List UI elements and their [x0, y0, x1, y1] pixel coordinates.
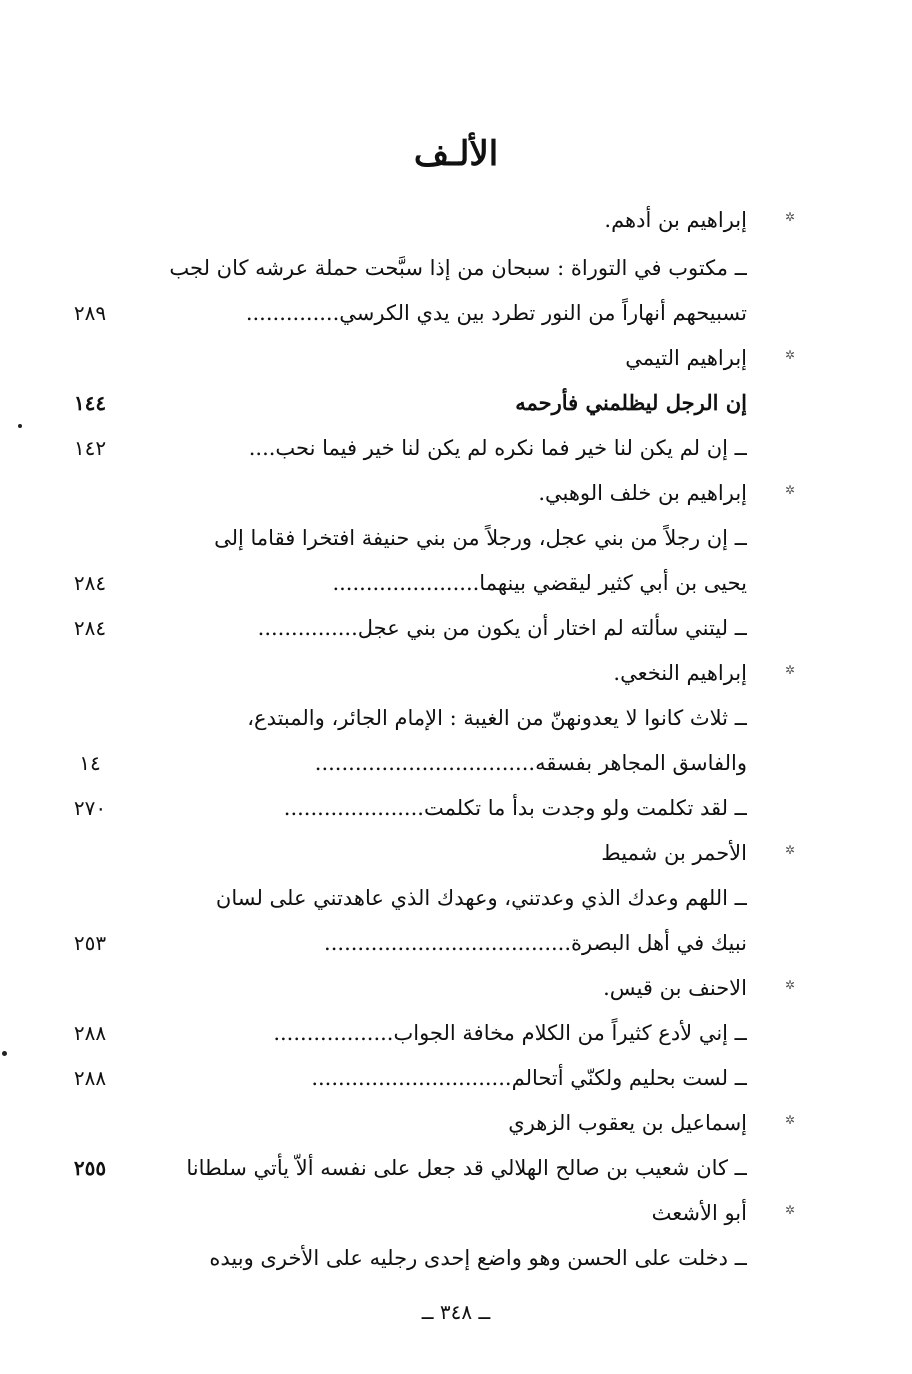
page-reference: ٢٥٥: [73, 1156, 107, 1180]
quote-text: ــ ليتني سألته لم اختار أن يكون من بني عجل...............: [257, 616, 747, 640]
quote-line: [0, 786, 912, 830]
quote-line: [0, 516, 912, 560]
quote-line: [0, 291, 912, 335]
narrator-entry: [0, 471, 912, 515]
asterisk-icon: ✲: [784, 483, 796, 497]
narrator-entry: [0, 831, 912, 875]
quote-line: [0, 1146, 912, 1190]
asterisk-icon: ✲: [784, 843, 796, 857]
page-number-footer: ــ ٣٤٨ ــ: [421, 1300, 491, 1324]
quote-line: [0, 426, 912, 470]
quote-text: ــ ثلاث كانوا لا يعدونهنّ من الغيبة : الإمام الجائر، والمبتدع،: [247, 706, 747, 730]
scan-speck: [18, 424, 22, 428]
quote-text: ــ لقد تكلمت ولو وجدت بدأ ما تكلمت.....................: [283, 796, 747, 820]
quote-line: [0, 876, 912, 920]
narrator-entry: [0, 336, 912, 380]
quote-text: يحيى بن أبي كثير ليقضي بينهما......................: [332, 571, 747, 595]
scan-speck: [2, 1051, 7, 1056]
quote-text: نبيك في أهل البصرة.....................................: [324, 931, 747, 955]
page-reference: ١٤: [79, 751, 101, 775]
quote-line: [0, 696, 912, 740]
page-title: الألـف: [413, 134, 499, 174]
quote-text: تسبيحهم أنهاراً من النور تطرد بين يدي الكرسي..............: [245, 301, 747, 325]
quote-text: ــ كان شعيب بن صالح الهلالي قد جعل على نفسه ألاّ يأتي سلطانا: [186, 1156, 747, 1180]
page-reference: ٢٨٤: [73, 616, 107, 640]
page-reference: ٢٧٠: [73, 796, 107, 820]
quote-text: ــ إن رجلاً من بني عجل، ورجلاً من بني حنيفة افتخرا فقاما إلى: [214, 526, 747, 550]
narrator-entry: [0, 966, 912, 1010]
quote-line: [0, 1011, 912, 1055]
quote-line: [0, 246, 912, 290]
page-reference: ١٤٤: [73, 391, 107, 415]
asterisk-icon: ✲: [784, 663, 796, 677]
narrator-name: إبراهيم النخعي.: [613, 661, 747, 685]
narrator-entry: [0, 198, 912, 242]
asterisk-icon: ✲: [784, 978, 796, 992]
quote-text: ــ إني لأدع كثيراً من الكلام مخافة الجواب..................: [273, 1021, 747, 1045]
page-reference: ٢٨٩: [73, 301, 107, 325]
page-reference: ٢٥٣: [73, 931, 107, 955]
asterisk-icon: ✲: [784, 1203, 796, 1217]
page-reference: ٢٨٨: [73, 1021, 107, 1045]
quote-line: [0, 921, 912, 965]
page-reference: ٢٨٨: [73, 1066, 107, 1090]
narrator-name: إبراهيم التيمي: [625, 346, 747, 370]
page-reference: ١٤٢: [73, 436, 107, 460]
quote-line: [0, 561, 912, 605]
narrator-entry: [0, 651, 912, 695]
narrator-entry: [0, 1191, 912, 1235]
quote-text: إن الرجل ليظلمني فأرحمه: [515, 390, 747, 415]
quote-text: ــ مكتوب في التوراة : سبحان من إذا سبَّحت حملة عرشه كان لجب: [169, 256, 747, 280]
narrator-name: الاحنف بن قيس.: [603, 976, 747, 1000]
asterisk-icon: ✲: [784, 1113, 796, 1127]
narrator-name: الأحمر بن شميط: [601, 841, 747, 865]
quote-text: ــ إن لم يكن لنا خير فما نكره لم يكن لنا خير فيما نحب....: [248, 436, 747, 460]
asterisk-icon: ✲: [784, 348, 796, 362]
narrator-name: إبراهيم بن أدهم.: [604, 208, 747, 232]
quote-line: [0, 606, 912, 650]
quote-text: والفاسق المجاهر بفسقه.................................: [314, 751, 747, 775]
narrator-name: أبو الأشعث: [651, 1201, 747, 1225]
quote-line: [0, 1236, 912, 1280]
quote-text: ــ لست بحليم ولكنّي أتحالم..............................: [311, 1066, 747, 1090]
narrator-name: إبراهيم بن خلف الوهبي.: [538, 481, 747, 505]
narrator-entry: [0, 1101, 912, 1145]
quote-line: [0, 381, 912, 425]
quote-line: [0, 1056, 912, 1100]
quote-text: ــ اللهم وعدك الذي وعدتني، وعهدك الذي عاهدتني على لسان: [215, 886, 747, 910]
narrator-name: إسماعيل بن يعقوب الزهري: [508, 1111, 747, 1135]
asterisk-icon: ✲: [784, 210, 796, 224]
quote-text: ــ دخلت على الحسن وهو واضع إحدى رجليه على الأخرى وبيده: [209, 1246, 747, 1270]
quote-line: [0, 741, 912, 785]
page-reference: ٢٨٤: [73, 571, 107, 595]
